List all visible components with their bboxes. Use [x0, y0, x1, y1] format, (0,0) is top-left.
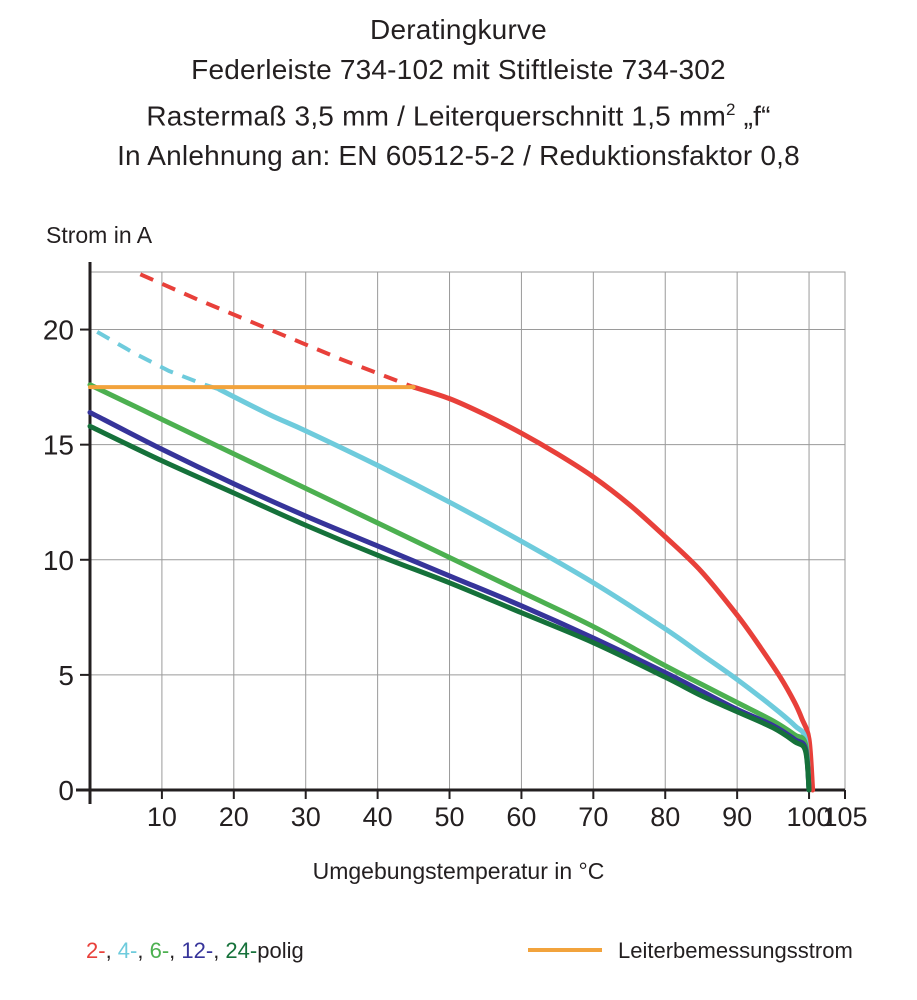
y-tick-label: 20	[42, 314, 74, 346]
legend-label-4-polig: 4-	[117, 938, 138, 963]
legend-current	[528, 938, 853, 964]
x-axis-title: Umgebungstemperatur in °C	[312, 858, 605, 884]
y-axis-title: Strom in A	[46, 222, 153, 248]
legend-label-24-polig: 24-	[225, 938, 258, 963]
y-tick-label: 0	[58, 775, 74, 806]
y-tick-label: 10	[42, 544, 74, 576]
x-tick-label: 40	[362, 802, 393, 832]
x-tick-label: 20	[218, 802, 249, 832]
x-tick-label: 105	[822, 802, 868, 832]
legend-poles-suffix: polig	[257, 938, 304, 963]
title-line-1: Deratingkurve	[370, 14, 547, 45]
plot-frame	[90, 272, 845, 790]
legend-poles: 2-, 4-, 6-, 12-, 24-polig	[86, 938, 304, 963]
x-tick-label: 90	[722, 802, 753, 832]
series-line-dashed-2-polig	[140, 274, 413, 387]
y-tick-label: 15	[42, 429, 74, 461]
chart-legend	[0, 938, 917, 978]
legend-label-12-polig: 12-	[181, 938, 214, 963]
x-tick-label: 30	[290, 802, 321, 832]
title-line-4: In Anlehnung an: EN 60512-5-2 / Reduktionsfaktor 0,8	[117, 140, 800, 172]
x-tick-label: 70	[578, 802, 609, 832]
title-line-3-main: Rastermaß 3,5 mm / Leiterquerschnitt 1,5 mm	[146, 100, 726, 132]
x-tick-label: 60	[506, 802, 537, 832]
x-tick-label: 10	[146, 802, 177, 832]
legend-swatch-line	[528, 948, 602, 952]
series-line-2-polig	[414, 387, 813, 790]
y-tick-label: 5	[58, 659, 74, 691]
series-line-dashed-4-polig	[97, 332, 219, 390]
x-tick-label: 80	[650, 802, 681, 832]
title-line-2: Federleiste 734-102 mit Stiftleiste 734-302	[191, 54, 726, 85]
title-line-3-superscript: 2	[726, 100, 736, 119]
legend-current-label: Leiterbemessungsstrom	[618, 938, 853, 963]
legend-label-2-polig: 2-	[86, 938, 106, 963]
title-line-3-tail: „f“	[735, 100, 771, 132]
legend-label-6-polig: 6-	[149, 938, 170, 963]
x-tick-label: 100	[786, 802, 832, 832]
x-tick-label: 50	[434, 802, 465, 832]
